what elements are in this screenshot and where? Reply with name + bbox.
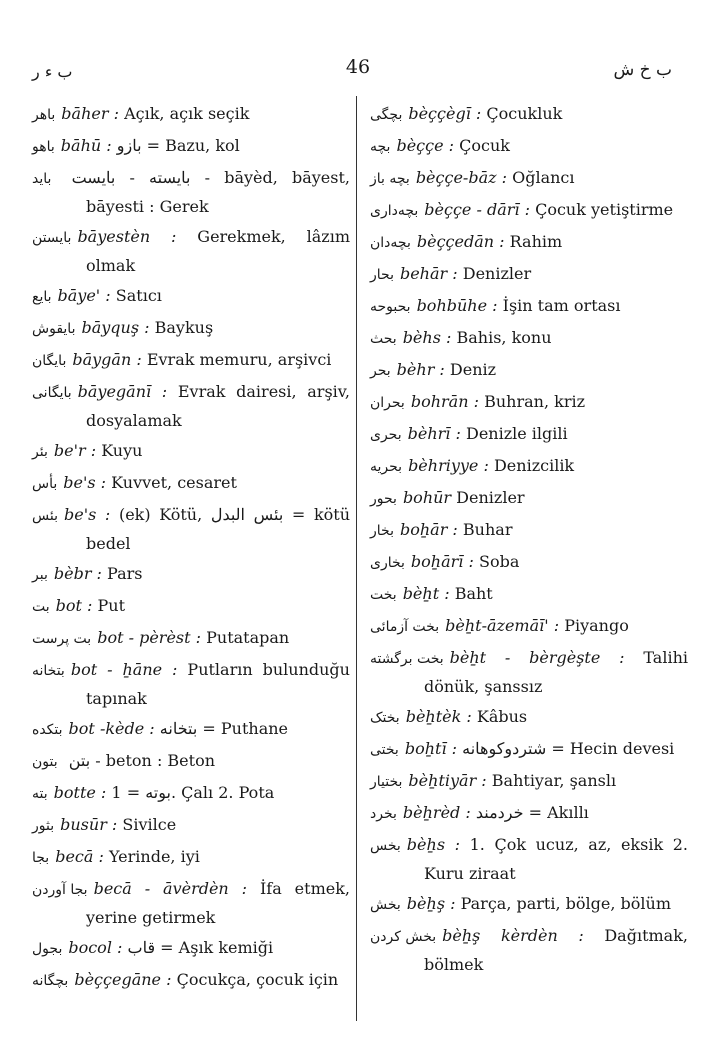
dictionary-entry (370, 420, 688, 449)
transliteration: bāher : (61, 104, 119, 123)
dictionary-entry (32, 875, 350, 931)
dictionary-entry (32, 346, 350, 375)
definition: Buhar (462, 520, 513, 539)
headword-arabic: بتون (32, 754, 58, 770)
headword-arabic: بحث (370, 331, 397, 347)
right-column (370, 100, 688, 981)
dictionary-entry (32, 132, 350, 161)
definition: بازو = Bazu, kol (116, 136, 240, 155)
transliteration: bāhū : (60, 136, 112, 155)
headword-arabic: بخار (370, 523, 394, 539)
dictionary-entry (370, 831, 688, 887)
headword-arabic: بحری (370, 427, 402, 443)
transliteration: bot - ẖāne : (70, 660, 178, 679)
definition: بوته = 1. Çalı 2. Pota (111, 783, 275, 802)
dictionary-entry (370, 612, 688, 641)
transliteration: bāyegānī : (77, 382, 168, 401)
definition: Çocukluk (486, 104, 563, 123)
definition: Evrak dairesi, arşiv, dosyalamak (86, 382, 350, 430)
dictionary-entry (370, 452, 688, 481)
transliteration: bot -kède : (68, 719, 155, 738)
transliteration: bāye' : (57, 286, 111, 305)
definition: Talihi dönük, şanssız (424, 648, 688, 696)
dictionary-entry (370, 324, 688, 353)
definition: Buhran, kriz (484, 392, 586, 411)
headword-arabic: بثور (32, 818, 55, 834)
definition: Satıcı (115, 286, 162, 305)
transliteration: bèhs : (402, 328, 452, 347)
transliteration: bèhr : (396, 360, 445, 379)
transliteration: boẖārī : (410, 552, 474, 571)
header-guide-letters-left: ب ء ر (32, 62, 73, 81)
transliteration: bot - pèrèst : (97, 628, 202, 647)
transliteration: boẖār : (399, 520, 458, 539)
left-column (32, 100, 350, 998)
headword-arabic: بحریه (370, 459, 403, 475)
definition: Parça, parti, bölge, bölüm (460, 894, 671, 913)
transliteration: boẖtī : (404, 739, 458, 758)
definition: Çocuk (459, 136, 510, 155)
headword-arabic: بجا آوردن (32, 882, 88, 898)
definition: بتخانه = Puthane (159, 719, 289, 738)
definition: Piyango (564, 616, 629, 635)
transliteration: bohrān : (410, 392, 479, 411)
definition: 1. Çok ucuz, az, eksik 2. Kuru ziraat (424, 835, 689, 883)
definition: Rahim (509, 232, 563, 251)
dictionary-entry (370, 703, 688, 732)
headword-arabic: ببر (32, 567, 48, 583)
dictionary-entry (370, 132, 688, 161)
dictionary-entry (370, 164, 688, 193)
definition: Gerekmek, lâzım olmak (86, 227, 351, 275)
dictionary-entry (32, 934, 350, 963)
definition: Sivilce (122, 815, 177, 834)
headword-arabic: بجول (32, 941, 63, 957)
page-number: 46 (345, 56, 371, 78)
dictionary-entry (370, 100, 688, 129)
definition: Putatapan (206, 628, 290, 647)
definition: Pars (107, 564, 143, 583)
dictionary-entry (370, 890, 688, 919)
dictionary-entry (32, 282, 350, 311)
definition: بتن - beton : Beton (68, 751, 216, 770)
definition: Denizler (462, 264, 532, 283)
transliteration: be'r : (53, 441, 97, 460)
transliteration: bèbr : (53, 564, 102, 583)
headword-arabic: بچه (370, 139, 391, 155)
headword-arabic: بته (32, 786, 48, 802)
definition: Evrak memuru, arşivci (146, 350, 332, 369)
dictionary-entry (32, 100, 350, 129)
headword-arabic: بخش کردن (370, 929, 437, 945)
definition: Kuvvet, cesaret (111, 473, 237, 492)
transliteration: behār : (399, 264, 458, 283)
definition: Bahtiyar, şanslı (491, 771, 617, 790)
dictionary-entry (32, 779, 350, 808)
definition: قاب = Aşık kemiği (127, 938, 274, 957)
definition: İşin tam ortası (502, 296, 621, 315)
definition: Bahis, konu (456, 328, 552, 347)
headword-arabic: باید (32, 171, 52, 187)
transliteration: bèẖt-āzemāī' : (445, 616, 560, 635)
headword-arabic: بت (32, 599, 50, 615)
dictionary-entry (32, 164, 350, 220)
headword-arabic: بختک (370, 710, 400, 726)
headword-arabic: بچگانه (32, 973, 69, 989)
transliteration: bèẖrèd : (402, 803, 471, 822)
headword-arabic: بایع (32, 289, 52, 305)
definition: Dağıtmak, bölmek (424, 926, 688, 974)
transliteration: bèẖş kèrdèn : (442, 926, 584, 945)
headword-arabic: بحبوحه (370, 299, 411, 315)
dictionary-entry (32, 811, 350, 840)
definition: Baykuş (154, 318, 214, 337)
transliteration: bāyestèn : (77, 227, 177, 246)
transliteration: becā - āvèrdèn : (93, 879, 248, 898)
transliteration: bāygān : (72, 350, 142, 369)
dictionary-entry (370, 356, 688, 385)
headword-arabic: بچه باز (370, 171, 410, 187)
dictionary-entry (32, 437, 350, 466)
definition: Denizle ilgili (465, 424, 568, 443)
definition: خردمند = Akıllı (475, 803, 589, 822)
transliteration: bèẖş : (406, 894, 456, 913)
transliteration: becā : (55, 847, 104, 866)
headword-arabic: بحر (370, 363, 391, 379)
transliteration: bèhriyye : (408, 456, 489, 475)
headword-arabic: بئر (32, 444, 48, 460)
headword-arabic: بحار (370, 267, 394, 283)
transliteration: bèççe - dārī : (424, 200, 530, 219)
dictionary-entry (32, 715, 350, 744)
headword-arabic: بحور (370, 491, 397, 507)
dictionary-entry (32, 314, 350, 343)
dictionary-entry (370, 644, 688, 700)
headword-arabic: بخت برگشته (370, 651, 444, 667)
definition: Putların bulunduğu tapınak (86, 660, 350, 708)
dictionary-entry (370, 388, 688, 417)
transliteration: bèççegāne : (74, 970, 172, 989)
definition: Put (97, 596, 126, 615)
headword-arabic: بایگان (32, 353, 67, 369)
dictionary-entry (32, 747, 350, 776)
headword-arabic: بخت (370, 587, 397, 603)
definition: Baht (454, 584, 493, 603)
definition: Çocukça, çocuk için (176, 970, 339, 989)
headword-arabic: بخاری (370, 555, 405, 571)
transliteration: bèççègī : (408, 104, 482, 123)
transliteration: be's : (63, 505, 111, 524)
dictionary-entry (370, 228, 688, 257)
transliteration: bèççe : (396, 136, 455, 155)
definition: Denizcilik (493, 456, 575, 475)
headword-arabic: بحران (370, 395, 405, 411)
headword-arabic: بجا (32, 850, 50, 866)
dictionary-entry (370, 516, 688, 545)
headword-arabic: بایگانی (32, 385, 72, 401)
definition: Kâbus (476, 707, 528, 726)
dictionary-entry (32, 560, 350, 589)
transliteration: bocol : (68, 938, 123, 957)
dictionary-entry (370, 799, 688, 828)
dictionary-entry (370, 767, 688, 796)
transliteration: bèẖtiyār : (408, 771, 487, 790)
dictionary-entry (32, 378, 350, 434)
headword-arabic: بتکده (32, 722, 63, 738)
definition: شتردوکوهانه = Hecin devesi (462, 739, 675, 758)
headword-arabic: بخرد (370, 806, 397, 822)
transliteration: bèẖt - bèrgèşte : (449, 648, 625, 667)
headword-arabic: باهو (32, 139, 55, 155)
definition: Oğlancı (512, 168, 575, 187)
headword-arabic: بأس (32, 476, 58, 492)
dictionary-entry (370, 196, 688, 225)
dictionary-entry (370, 292, 688, 321)
headword-arabic: بت پرست (32, 631, 92, 647)
column-divider (356, 96, 357, 1021)
dictionary-entry (370, 922, 688, 978)
headword-arabic: بچگی (370, 107, 403, 123)
definition: Çocuk yetiştirme (535, 200, 674, 219)
dictionary-entry (370, 484, 688, 513)
definition: (ek) Kötü, بئس البدل = kötü bedel (86, 505, 351, 553)
dictionary-entry (370, 260, 688, 289)
transliteration: bāyquş : (81, 318, 150, 337)
transliteration: busūr : (60, 815, 118, 834)
dictionary-entry (32, 223, 350, 279)
headword-arabic: بختیار (370, 774, 403, 790)
headword-arabic: بایقوش (32, 321, 76, 337)
dictionary-entry (370, 548, 688, 577)
headword-arabic: بچه‌داری (370, 203, 419, 219)
transliteration: bèççedān : (416, 232, 505, 251)
transliteration: bèẖt : (402, 584, 450, 603)
dictionary-entry (32, 592, 350, 621)
transliteration: bot : (55, 596, 93, 615)
definition: بایسته - بایست - bāyèd, bāyest, bāyesti : Gerek (71, 168, 350, 216)
headword-arabic: بختی (370, 742, 399, 758)
headword-arabic: بتخانه (32, 663, 65, 679)
dictionary-entry (32, 501, 350, 557)
definition: Denizler (456, 488, 525, 507)
transliteration: bohūr (402, 488, 452, 507)
transliteration: botte : (53, 783, 107, 802)
definition: Deniz (449, 360, 497, 379)
header-guide-letters-right: ب خ ش (613, 60, 672, 80)
headword-arabic: بچه‌دان (370, 235, 411, 251)
transliteration: bèççe-bāz : (415, 168, 508, 187)
dictionary-entry (370, 735, 688, 764)
dictionary-entry (32, 843, 350, 872)
headword-arabic: بخش (370, 897, 401, 913)
headword-arabic: باهر (32, 107, 56, 123)
definition: Kuyu (101, 441, 143, 460)
transliteration: bèẖs : (406, 835, 461, 854)
headword-arabic: بخت آزمائی (370, 619, 440, 635)
dictionary-entry (32, 966, 350, 995)
dictionary-entry (370, 580, 688, 609)
transliteration: bèẖtèk : (405, 707, 472, 726)
dictionary-entry (32, 624, 350, 653)
dictionary-entry (32, 469, 350, 498)
page-header (0, 52, 706, 82)
definition: Açık, açık seçik (124, 104, 250, 123)
definition: İfa etmek, yerine getirmek (86, 879, 351, 927)
headword-arabic: بایستن (32, 230, 72, 246)
dictionary-entry (32, 656, 350, 712)
transliteration: be's : (63, 473, 107, 492)
definition: Soba (478, 552, 520, 571)
transliteration: bèhrī : (407, 424, 461, 443)
transliteration: bohbūhe : (416, 296, 498, 315)
headword-arabic: بئس (32, 508, 58, 524)
headword-arabic: بخس (370, 838, 401, 854)
definition: Yerinde, iyi (108, 847, 200, 866)
